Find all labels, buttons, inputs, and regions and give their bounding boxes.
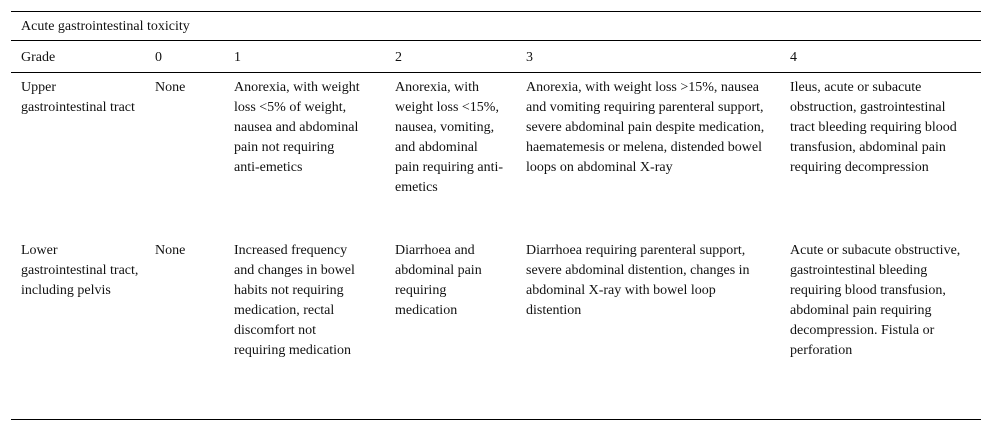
- header-grade-0: 0: [155, 50, 162, 65]
- row-label: Lower gastrointestinal tract, including pelvis: [21, 243, 139, 298]
- header-grade-3: 3: [526, 50, 533, 65]
- table-row-upper-gi: [11, 73, 981, 236]
- cell-grade-3: Anorexia, with weight loss >15%, nausea and vomiting requiring parenteral support, severe abdominal pain despite medication, haematemesis or melena, distended bowel loops on abdominal X-ray: [526, 80, 765, 175]
- cell-grade-2: Diarrhoea and abdominal pain requiring medication: [395, 243, 482, 318]
- header-grade-1: 1: [234, 50, 241, 65]
- table-title: Acute gastrointestinal toxicity: [11, 11, 981, 41]
- header-grade-2: 2: [395, 50, 402, 65]
- cell-grade-4: Acute or subacute obstructive, gastrointestinal bleeding requiring blood transfusion, abdominal pain requiring decompression. Fistula or perforation: [790, 243, 961, 358]
- header-grade: Grade: [21, 50, 56, 65]
- cell-grade-0: None: [155, 80, 186, 95]
- toxicity-table: [11, 11, 981, 420]
- cell-grade-1: Increased frequency and changes in bowel habits not requiring medication, rectal discomfort not requiring medication: [234, 243, 355, 358]
- cell-grade-1: Anorexia, with weight loss <5% of weight, nausea and abdominal pain not requiring anti-emetics: [234, 80, 360, 175]
- header-grade-4: 4: [790, 50, 797, 65]
- row-label: Upper gastrointestinal tract: [21, 80, 135, 115]
- table-row-lower-gi: [11, 236, 981, 420]
- cell-grade-0: None: [155, 243, 186, 258]
- cell-grade-4: Ileus, acute or subacute obstruction, gastrointestinal tract bleeding requiring blood transfusion, abdominal pain requiring decompression: [790, 80, 957, 175]
- table-header-row: [11, 41, 981, 73]
- cell-grade-3: Diarrhoea requiring parenteral support, severe abdominal distention, changes in abdominal X-ray with bowel loop distention: [526, 243, 750, 318]
- cell-grade-2: Anorexia, with weight loss <15%, nausea, vomiting, and abdominal pain requiring anti-emetics: [395, 80, 504, 195]
